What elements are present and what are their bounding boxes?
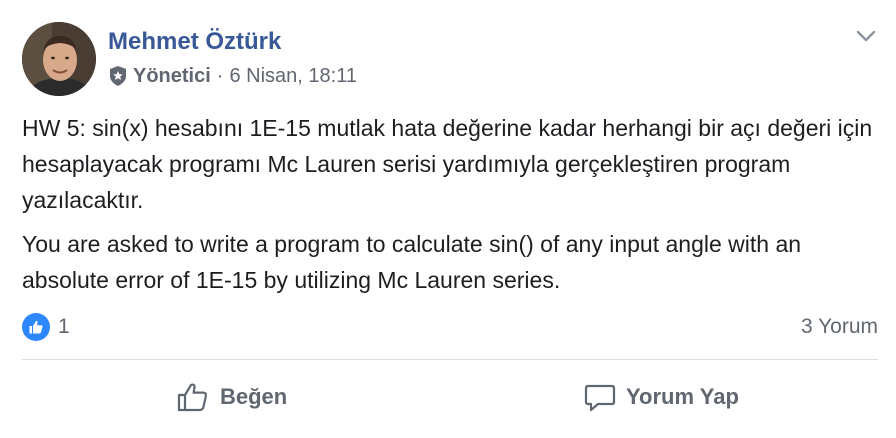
post-paragraph-turkish: HW 5: sin(x) hesabını 1E-15 mutlak hata değerine kadar herhangi bir açı değeri için hesaplayacak programı Mc Lauren serisi yardımıyla gerçekleştiren program yazılacaktır. <box>22 115 873 213</box>
avatar-photo <box>22 22 96 96</box>
meta-separator: · <box>216 64 224 87</box>
thumbs-up-icon <box>22 313 50 341</box>
thumbs-up-outline-icon <box>176 381 210 413</box>
chevron-down-icon[interactable] <box>854 26 878 46</box>
post-paragraph-english: You are asked to write a program to calculate sin() of any input angle with an absolute error of 1E-15 by utilizing Mc Lauren series. <box>22 231 802 293</box>
like-button-label: Beğen <box>220 384 288 409</box>
avatar[interactable] <box>22 22 96 96</box>
post-timestamp-link[interactable]: 6 Nisan, 18:11 <box>229 64 357 87</box>
like-count: 1 <box>58 315 70 338</box>
speech-bubble-icon <box>584 381 616 413</box>
action-divider <box>22 359 878 360</box>
like-button[interactable] <box>176 372 287 422</box>
post-meta <box>108 62 357 90</box>
author-name-link[interactable]: Mehmet Öztürk <box>108 28 282 55</box>
shield-icon <box>108 65 128 87</box>
comments-count-link[interactable]: 3 Yorum <box>800 315 878 338</box>
reaction-summary[interactable] <box>22 312 70 342</box>
comment-button[interactable] <box>584 372 739 422</box>
admin-role-label: Yönetici <box>133 64 211 87</box>
comment-button-label: Yorum Yap <box>626 384 739 409</box>
post-body <box>22 110 880 306</box>
